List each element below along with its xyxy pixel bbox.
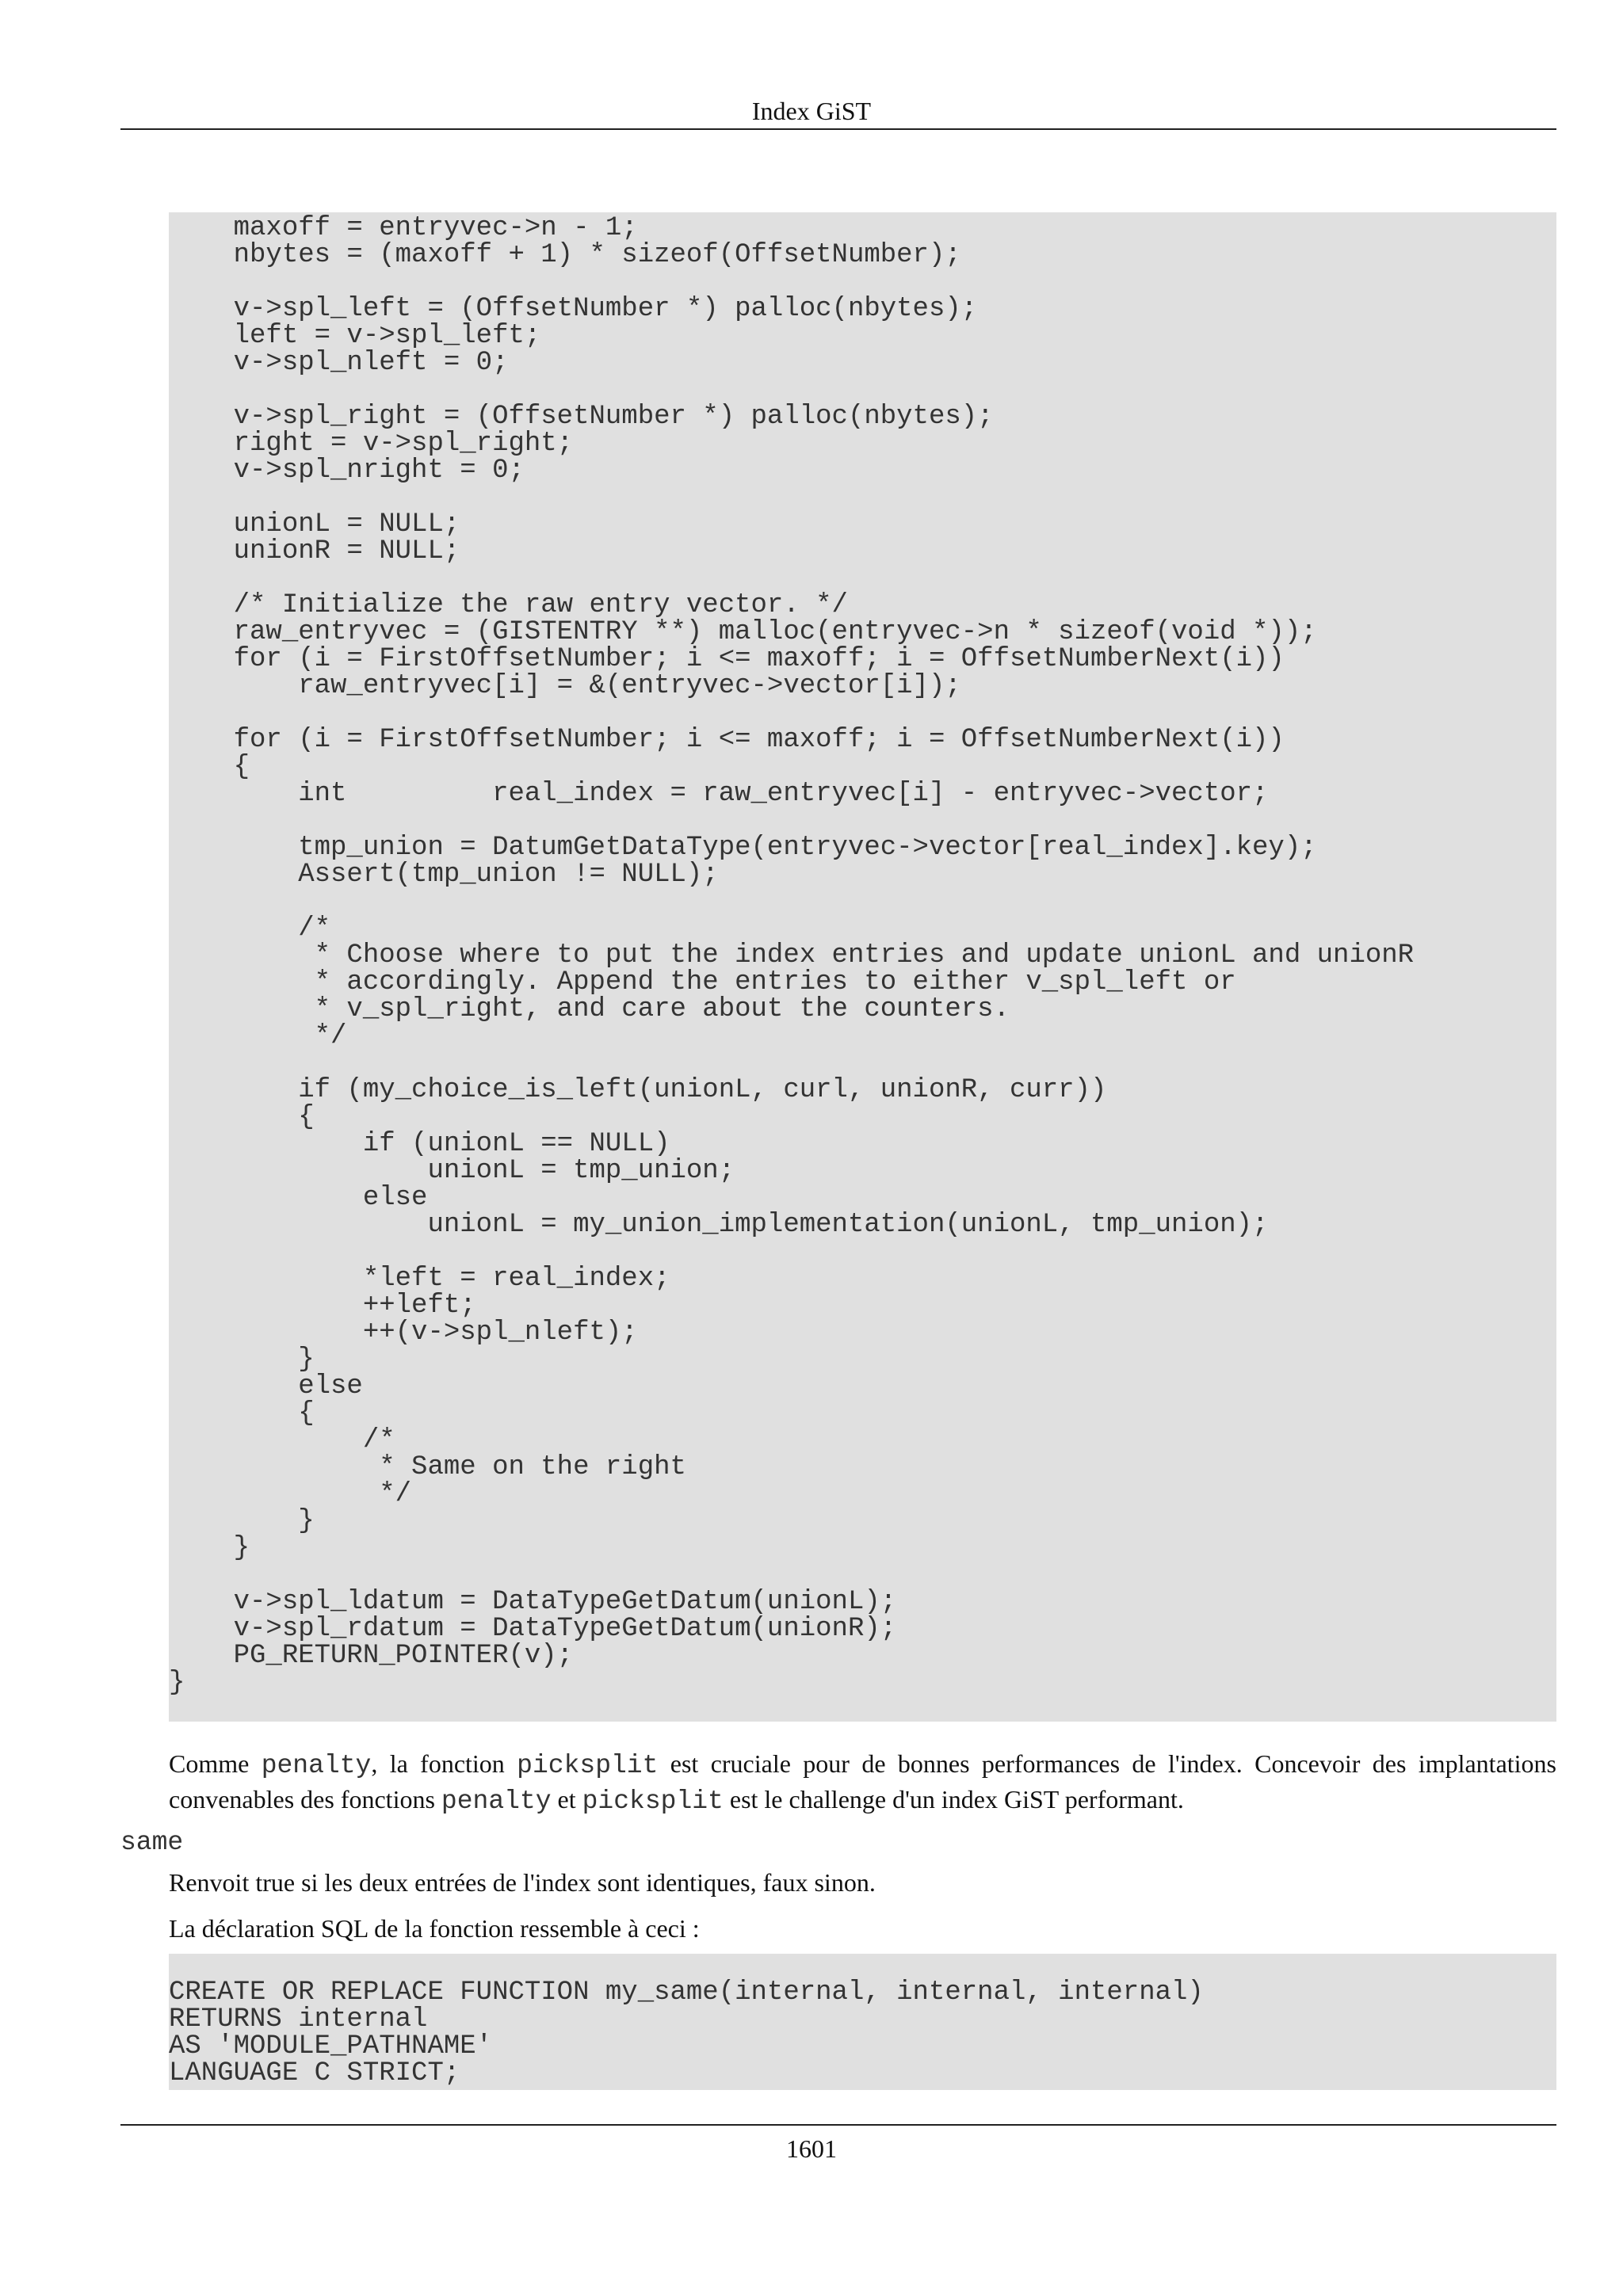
code-penalty: penalty <box>441 1787 552 1816</box>
code-picksplit: picksplit <box>517 1751 659 1780</box>
footer-rule <box>120 2124 1556 2126</box>
code-picksplit: picksplit <box>582 1787 724 1816</box>
text-segment: Comme <box>169 1749 262 1778</box>
picksplit-code-listing: maxoff = entryvec->n - 1; nbytes = (maxoff + 1) * sizeof(OffsetNumber); v->spl_left = (OffsetNumber *) palloc(nbytes); left = v->spl_left; v->spl_nleft = 0; v->spl_right = (OffsetNumber *) palloc(nbytes); right = v->spl_right; v->spl_nright = 0; unionL = NULL; unionR = NULL; /* Initialize the raw entry vector. */ raw_entryvec = (GISTENTRY **) malloc(entryvec->n * sizeof(void *)); for (i = FirstOffsetNumber; i <= maxoff; i = OffsetNumberNext(i)) raw_entryvec[i] = &(entryvec->vector[i]); for (i = FirstOffsetNumber; i <= maxoff; i = OffsetNumberNext(i)) { int real_index = raw_entryvec[i] - entryvec->vector; tmp_union = DatumGetDataType(entryvec->vector[real_index].key); Assert(tmp_union != NULL); /* * Choose where to put the index entries and update unionL and unionR * accordingly. Append the entries to either v_spl_left or * v_spl_right, and care about the counters. */ if (my_choice_is_left(unionL, curl, unionR, curr)) { if (unionL == NULL) unionL = tmp_union; else unionL = my_union_implementation(unionL, tmp_union); *left = real_index; ++left; ++(v->spl_nleft); } else { /* * Same on the right */ } } v->spl_ldatum = DataTypeGetDatum(unionL); v->spl_rdatum = DataTypeGetDatum(unionR); PG_RETURN_POINTER(v); } <box>169 212 1556 1722</box>
text-segment: est cruciale pour de bonnes performances de l'index. Concevoir des implantations convenables des fonctions <box>169 1749 1557 1814</box>
code-penalty: penalty <box>261 1751 372 1780</box>
page-number: 1601 <box>786 2134 837 2163</box>
text-segment: et <box>551 1785 582 1814</box>
same-description: Renvoit true si les deux entrées de l'index sont identiques, faux sinon. <box>169 1868 876 1897</box>
term-same: same <box>120 1828 184 1857</box>
text-segment: est le challenge d'un index GiST performant. <box>723 1785 1184 1814</box>
sql-declaration-code: CREATE OR REPLACE FUNCTION my_same(internal, internal, internal) RETURNS internal AS 'MODULE_PATHNAME' LANGUAGE C STRICT; <box>169 1954 1556 2090</box>
text-segment: , la fonction <box>371 1749 517 1778</box>
running-header-title: Index GiST <box>751 97 872 125</box>
sql-declaration-intro: La déclaration SQL de la fonction ressemble à ceci : <box>169 1914 700 1943</box>
picksplit-explanation-paragraph <box>169 1747 1556 1818</box>
header-rule <box>120 128 1556 130</box>
